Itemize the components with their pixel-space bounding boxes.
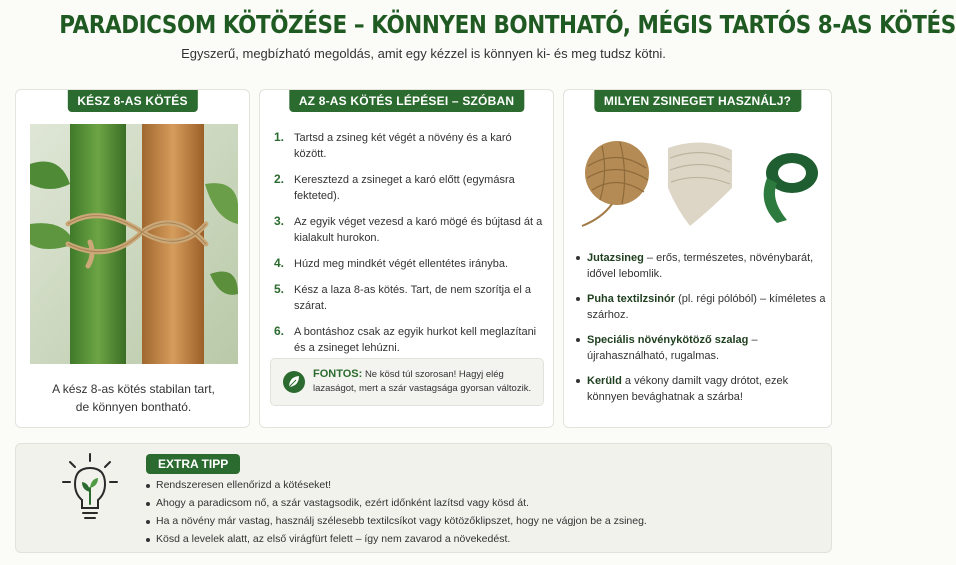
steps-badge: AZ 8-AS KÖTÉS LÉPÉSEI – SZÓBAN — [289, 90, 524, 112]
step-item — [274, 130, 544, 162]
extra-tip-badge: EXTRA TIPP — [146, 454, 240, 474]
finished-knot-badge: KÉSZ 8-AS KÖTÉS — [67, 90, 197, 112]
step-text: Húzd meg mindkét végét ellentétes irányba. — [294, 258, 509, 270]
twine-card — [563, 89, 832, 428]
twine-name: Speciális növénykötöző szalag — [587, 334, 749, 346]
step-item — [274, 282, 544, 314]
twine-name: Kerüld — [587, 375, 622, 387]
step-number: 6. — [274, 324, 285, 338]
step-item — [274, 324, 544, 356]
list-item — [576, 291, 826, 323]
step-text: Kész a laza 8-as kötés. Tart, de nem szorítja el a szárat. — [294, 284, 532, 312]
step-text: A bontáshoz csak az egyik hurkot kell meglazítani és a zsineget lehúzni. — [294, 326, 537, 354]
step-item — [274, 214, 544, 246]
step-number: 5. — [274, 282, 285, 296]
important-tip-body: Ne kösd túl szorosan! Hagyj elég lazaságot, mert a szár vastagsága gyorsan változik. — [313, 369, 532, 394]
knot-caption — [16, 380, 251, 416]
twine-types-image — [572, 128, 824, 233]
extra-tip-list — [146, 478, 816, 550]
list-item: Ha a növény már vastag, használj szélesebb textilcsíkot vagy kötözőklipszet, hogy ne vágjon be a zsineg. — [146, 514, 816, 529]
step-text: Tartsd a zsineg két végét a növény és a karó között. — [294, 132, 512, 160]
page-subtitle: Egyszerű, megbízható megoldás, amit egy kézzel is könnyen ki- és meg tudsz kötni. — [181, 46, 666, 61]
step-item — [274, 256, 544, 272]
step-text: Keresztezd a zsineget a karó előtt (egymásra fekteted). — [294, 174, 515, 202]
step-number: 2. — [274, 172, 285, 186]
important-tip-text — [313, 367, 539, 396]
lightbulb-icon — [60, 452, 120, 528]
step-item — [274, 172, 544, 204]
twine-badge: MILYEN ZSINEGET HASZNÁLJ? — [594, 90, 801, 112]
important-tip-box — [270, 358, 544, 406]
page-title: PARADICSOM KÖTÖZÉSE – KÖNNYEN BONTHATÓ, MÉGIS TARTÓS 8-AS KÖTÉS — [59, 10, 956, 39]
twine-desc: – újrahasználható, rugalmas. — [587, 334, 758, 362]
step-number: 1. — [274, 130, 285, 144]
extra-tip-panel — [15, 443, 832, 553]
step-number: 4. — [274, 256, 285, 270]
list-item — [576, 373, 826, 405]
step-number: 3. — [274, 214, 285, 228]
steps-list — [274, 130, 544, 366]
knot-photo — [30, 124, 238, 364]
twine-name: Puha textilzsinór — [587, 293, 676, 305]
twine-list — [576, 250, 826, 414]
finished-knot-card — [15, 89, 250, 428]
list-item — [576, 250, 826, 282]
twine-desc: – erős, természetes, növénybarát, idővel lebomlik. — [587, 252, 814, 280]
steps-card — [259, 89, 554, 428]
twine-name: Jutazsineg — [587, 252, 644, 264]
step-text: Az egyik véget vezesd a karó mögé és bújtasd át a kialakult hurokon. — [294, 216, 543, 244]
twine-desc: a vékony damilt vagy drótot, ezek könnyen bevághatnak a szárba! — [587, 375, 789, 403]
list-item: Ahogy a paradicsom nő, a szár vastagsodik, ezért időnként lazítsd vagy kösd át. — [146, 496, 816, 511]
caption-line-2: de könnyen bontható. — [75, 400, 192, 414]
important-tip-label: FONTOS: — [313, 368, 363, 380]
leaf-icon — [283, 371, 305, 393]
list-item: Rendszeresen ellenőrizd a kötéseket! — [146, 478, 816, 493]
twine-desc: (pl. régi pólóból) – kíméletes a szárhoz. — [587, 293, 826, 321]
list-item — [576, 332, 826, 364]
caption-line-1: A kész 8-as kötés stabilan tart, — [52, 382, 215, 396]
list-item: Kösd a levelek alatt, az első virágfürt felett – így nem zavarod a növekedést. — [146, 532, 816, 547]
